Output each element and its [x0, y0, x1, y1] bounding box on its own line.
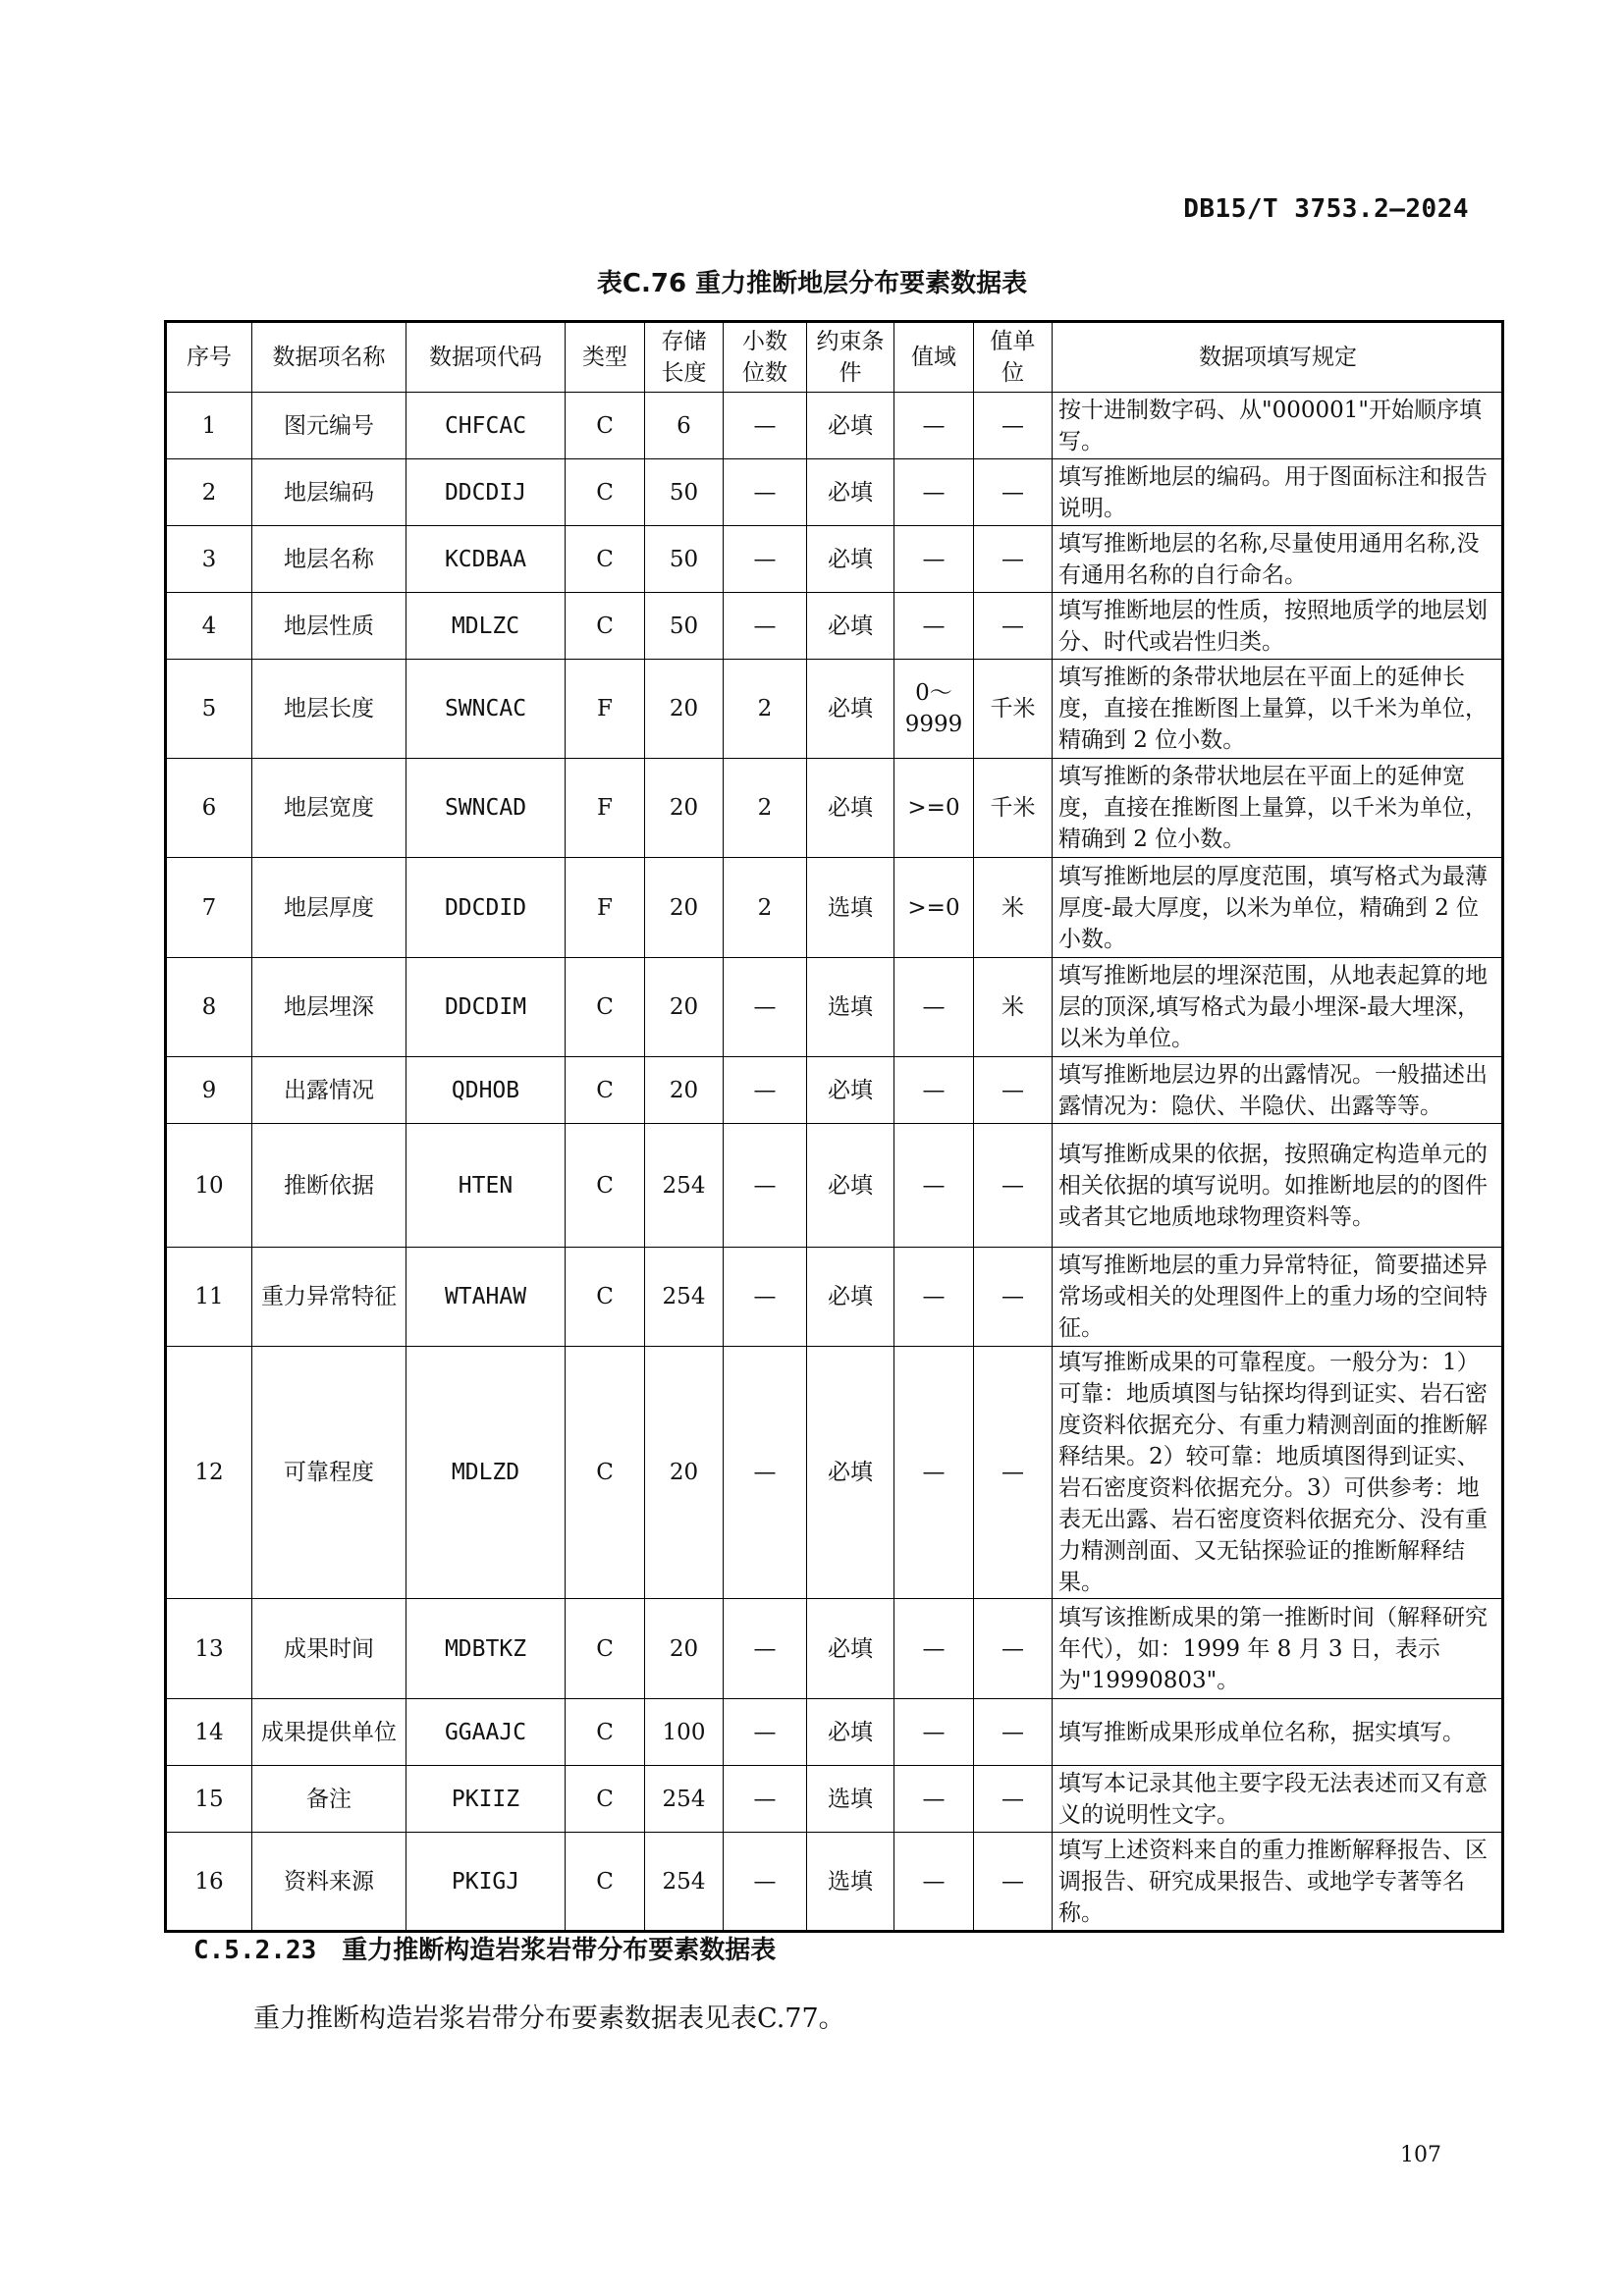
table-row: [166, 1833, 1503, 1932]
cell-type: C: [566, 1124, 645, 1248]
cell-code: PKIIZ: [406, 1766, 566, 1833]
cell-unit: 米: [974, 858, 1053, 958]
cell-code: SWNCAD: [406, 759, 566, 858]
cell-code: KCDBAA: [406, 526, 566, 593]
table-row: [166, 1057, 1503, 1124]
cell-unit: —: [974, 459, 1053, 526]
table-row: [166, 759, 1503, 858]
cell-dec: 2: [724, 660, 807, 759]
cell-cons: 必填: [807, 526, 894, 593]
cell-type: C: [566, 1057, 645, 1124]
cell-rule: 按十进制数字码、从"000001"开始顺序填写。: [1053, 393, 1503, 459]
cell-unit: —: [974, 1833, 1053, 1932]
cell-len: 20: [645, 1599, 724, 1699]
cell-cons: 必填: [807, 1057, 894, 1124]
cell-code: MDLZC: [406, 593, 566, 660]
cell-code: SWNCAC: [406, 660, 566, 759]
cell-len: 50: [645, 459, 724, 526]
cell-range: >=0: [894, 858, 974, 958]
table-row: [166, 660, 1503, 759]
cell-range: >=0: [894, 759, 974, 858]
table-row: [166, 526, 1503, 593]
table-row: [166, 1248, 1503, 1347]
cell-no: 5: [166, 660, 252, 759]
col-header: 值域: [894, 322, 974, 393]
cell-len: 254: [645, 1766, 724, 1833]
cell-type: C: [566, 958, 645, 1057]
cell-code: QDHOB: [406, 1057, 566, 1124]
table-title: 表C.76 重力推断地层分布要素数据表: [596, 269, 1028, 298]
cell-type: C: [566, 1248, 645, 1347]
cell-no: 1: [166, 393, 252, 459]
cell-code: HTEN: [406, 1124, 566, 1248]
cell-type: C: [566, 393, 645, 459]
cell-no: 15: [166, 1766, 252, 1833]
cell-cons: 必填: [807, 759, 894, 858]
cell-type: C: [566, 1599, 645, 1699]
cell-dec: —: [724, 1599, 807, 1699]
cell-len: 20: [645, 759, 724, 858]
cell-unit: —: [974, 393, 1053, 459]
cell-rule: 填写推断地层的编码。用于图面标注和报告说明。: [1053, 459, 1503, 526]
cell-code: MDLZD: [406, 1347, 566, 1599]
cell-rule: 填写推断地层的埋深范围，从地表起算的地层的顶深,填写格式为最小埋深-最大埋深，以米为单位。: [1053, 958, 1503, 1057]
table-row: [166, 459, 1503, 526]
cell-no: 7: [166, 858, 252, 958]
cell-no: 8: [166, 958, 252, 1057]
cell-unit: 米: [974, 958, 1053, 1057]
cell-type: C: [566, 1833, 645, 1932]
cell-type: C: [566, 1347, 645, 1599]
cell-unit: —: [974, 593, 1053, 660]
cell-unit: —: [974, 1248, 1053, 1347]
cell-len: 254: [645, 1833, 724, 1932]
cell-rule: 填写推断的条带状地层在平面上的延伸宽度，直接在推断图上量算，以千米为单位，精确到 2 位小数。: [1053, 759, 1503, 858]
section-heading: [193, 1930, 776, 1966]
cell-unit: —: [974, 1347, 1053, 1599]
cell-type: F: [566, 660, 645, 759]
cell-dec: —: [724, 1699, 807, 1766]
cell-no: 12: [166, 1347, 252, 1599]
cell-unit: 千米: [974, 759, 1053, 858]
col-header: 数据项名称: [252, 322, 406, 393]
cell-type: F: [566, 759, 645, 858]
cell-rule: 填写推断成果的依据，按照确定构造单元的相关依据的填写说明。如推断地层的的图件或者其它地质地球物理资料等。: [1053, 1124, 1503, 1248]
cell-dec: —: [724, 1057, 807, 1124]
cell-unit: —: [974, 1766, 1053, 1833]
section-number: C.5.2.23: [193, 1936, 317, 1965]
cell-range: —: [894, 1248, 974, 1347]
cell-code: PKIGJ: [406, 1833, 566, 1932]
cell-no: 9: [166, 1057, 252, 1124]
cell-cons: 必填: [807, 1599, 894, 1699]
cell-cons: 必填: [807, 660, 894, 759]
cell-dec: —: [724, 958, 807, 1057]
cell-name: 资料来源: [252, 1833, 406, 1932]
cell-no: 2: [166, 459, 252, 526]
col-header: 小数位数: [724, 322, 807, 393]
cell-name: 出露情况: [252, 1057, 406, 1124]
cell-code: DDCDIM: [406, 958, 566, 1057]
cell-rule: 填写推断的条带状地层在平面上的延伸长度，直接在推断图上量算，以千米为单位，精确到 2 位小数。: [1053, 660, 1503, 759]
cell-unit: —: [974, 1699, 1053, 1766]
cell-dec: —: [724, 1766, 807, 1833]
cell-type: C: [566, 1766, 645, 1833]
cell-name: 地层编码: [252, 459, 406, 526]
cell-type: C: [566, 526, 645, 593]
cell-type: C: [566, 1699, 645, 1766]
cell-code: DDCDID: [406, 858, 566, 958]
cell-dec: —: [724, 1124, 807, 1248]
cell-type: C: [566, 593, 645, 660]
cell-range: 0～9999: [894, 660, 974, 759]
col-header: 值单位: [974, 322, 1053, 393]
table-header-row: [166, 322, 1503, 393]
cell-name: 备注: [252, 1766, 406, 1833]
cell-rule: 填写推断地层的性质，按照地质学的地层划分、时代或岩性归类。: [1053, 593, 1503, 660]
cell-rule: 填写上述资料来自的重力推断解释报告、区调报告、研究成果报告、或地学专著等名称。: [1053, 1833, 1503, 1932]
body-paragraph: 重力推断构造岩浆岩带分布要素数据表见表C.77。: [253, 2003, 845, 2034]
cell-unit: —: [974, 1057, 1053, 1124]
cell-cons: 必填: [807, 1699, 894, 1766]
cell-name: 成果时间: [252, 1599, 406, 1699]
cell-code: MDBTKZ: [406, 1599, 566, 1699]
cell-dec: —: [724, 393, 807, 459]
table-row: [166, 1124, 1503, 1248]
col-header: 数据项代码: [406, 322, 566, 393]
cell-rule: 填写推断地层的名称,尽量使用通用名称,没有通用名称的自行命名。: [1053, 526, 1503, 593]
cell-len: 6: [645, 393, 724, 459]
table-row: [166, 393, 1503, 459]
cell-len: 20: [645, 858, 724, 958]
cell-no: 10: [166, 1124, 252, 1248]
cell-unit: —: [974, 1124, 1053, 1248]
cell-no: 11: [166, 1248, 252, 1347]
cell-dec: —: [724, 593, 807, 660]
cell-name: 重力异常特征: [252, 1248, 406, 1347]
cell-unit: 千米: [974, 660, 1053, 759]
table-row: [166, 1599, 1503, 1699]
cell-code: GGAAJC: [406, 1699, 566, 1766]
cell-rule: 填写推断地层的重力异常特征，简要描述异常场或相关的处理图件上的重力场的空间特征。: [1053, 1248, 1503, 1347]
table-row: [166, 1766, 1503, 1833]
cell-range: —: [894, 1124, 974, 1248]
cell-range: —: [894, 526, 974, 593]
cell-cons: 必填: [807, 393, 894, 459]
cell-rule: 填写本记录其他主要字段无法表述而又有意义的说明性文字。: [1053, 1766, 1503, 1833]
cell-name: 地层长度: [252, 660, 406, 759]
cell-cons: 选填: [807, 1833, 894, 1932]
cell-len: 254: [645, 1124, 724, 1248]
cell-range: —: [894, 1599, 974, 1699]
cell-cons: 必填: [807, 1248, 894, 1347]
table-row: [166, 1347, 1503, 1599]
cell-name: 地层名称: [252, 526, 406, 593]
cell-len: 20: [645, 1057, 724, 1124]
cell-no: 14: [166, 1699, 252, 1766]
cell-rule: 填写该推断成果的第一推断时间（解释研究年代），如：1999 年 8 月 3 日，表示为"19990803"。: [1053, 1599, 1503, 1699]
cell-no: 6: [166, 759, 252, 858]
col-header: 序号: [166, 322, 252, 393]
cell-name: 地层宽度: [252, 759, 406, 858]
cell-rule: 填写推断地层的厚度范围，填写格式为最薄厚度-最大厚度，以米为单位，精确到 2 位小数。: [1053, 858, 1503, 958]
col-header: 数据项填写规定: [1053, 322, 1503, 393]
cell-len: 20: [645, 660, 724, 759]
cell-dec: —: [724, 1248, 807, 1347]
cell-unit: —: [974, 1599, 1053, 1699]
cell-dec: 2: [724, 858, 807, 958]
cell-cons: 必填: [807, 1124, 894, 1248]
cell-len: 20: [645, 958, 724, 1057]
cell-range: —: [894, 1057, 974, 1124]
cell-rule: 填写推断成果形成单位名称，据实填写。: [1053, 1699, 1503, 1766]
data-spec-table: [164, 320, 1504, 1933]
cell-no: 4: [166, 593, 252, 660]
cell-name: 可靠程度: [252, 1347, 406, 1599]
cell-name: 地层性质: [252, 593, 406, 660]
cell-rule: 填写推断成果的可靠程度。一般分为：1）可靠：地质填图与钻探均得到证实、岩石密度资料依据充分、有重力精测剖面的推断解释结果。2）较可靠：地质填图得到证实、岩石密度资料依据充分。3）可供参考：地表无出露、岩石密度资料依据充分、没有重力精测剖面、又无钻探验证的推断解释结果。: [1053, 1347, 1503, 1599]
table-row: [166, 958, 1503, 1057]
cell-range: —: [894, 393, 974, 459]
cell-range: —: [894, 1766, 974, 1833]
cell-type: C: [566, 459, 645, 526]
cell-len: 50: [645, 526, 724, 593]
table-row: [166, 858, 1503, 958]
cell-dec: —: [724, 526, 807, 593]
cell-rule: 填写推断地层边界的出露情况。一般描述出露情况为：隐伏、半隐伏、出露等等。: [1053, 1057, 1503, 1124]
cell-name: 推断依据: [252, 1124, 406, 1248]
col-header: 类型: [566, 322, 645, 393]
section-title: 重力推断构造岩浆岩带分布要素数据表: [342, 1936, 777, 1965]
standard-code: DB15/T 3753.2—2024: [1183, 194, 1469, 224]
cell-no: 13: [166, 1599, 252, 1699]
cell-cons: 选填: [807, 958, 894, 1057]
cell-code: WTAHAW: [406, 1248, 566, 1347]
cell-name: 图元编号: [252, 393, 406, 459]
cell-code: DDCDIJ: [406, 459, 566, 526]
table-row: [166, 1699, 1503, 1766]
cell-range: —: [894, 593, 974, 660]
cell-dec: 2: [724, 759, 807, 858]
cell-dec: —: [724, 459, 807, 526]
cell-len: 50: [645, 593, 724, 660]
cell-range: —: [894, 459, 974, 526]
cell-range: —: [894, 958, 974, 1057]
cell-type: F: [566, 858, 645, 958]
cell-len: 20: [645, 1347, 724, 1599]
col-header: 存储长度: [645, 322, 724, 393]
cell-range: —: [894, 1347, 974, 1599]
cell-name: 地层埋深: [252, 958, 406, 1057]
cell-cons: 必填: [807, 593, 894, 660]
cell-cons: 选填: [807, 1766, 894, 1833]
page-number: 107: [1400, 2143, 1441, 2167]
cell-no: 3: [166, 526, 252, 593]
cell-dec: —: [724, 1833, 807, 1932]
cell-range: —: [894, 1833, 974, 1932]
cell-cons: 必填: [807, 1347, 894, 1599]
cell-len: 254: [645, 1248, 724, 1347]
cell-unit: —: [974, 526, 1053, 593]
cell-len: 100: [645, 1699, 724, 1766]
cell-no: 16: [166, 1833, 252, 1932]
cell-range: —: [894, 1699, 974, 1766]
table-row: [166, 593, 1503, 660]
cell-code: CHFCAC: [406, 393, 566, 459]
cell-dec: —: [724, 1347, 807, 1599]
cell-cons: 选填: [807, 858, 894, 958]
cell-cons: 必填: [807, 459, 894, 526]
cell-name: 成果提供单位: [252, 1699, 406, 1766]
col-header: 约束条件: [807, 322, 894, 393]
cell-name: 地层厚度: [252, 858, 406, 958]
